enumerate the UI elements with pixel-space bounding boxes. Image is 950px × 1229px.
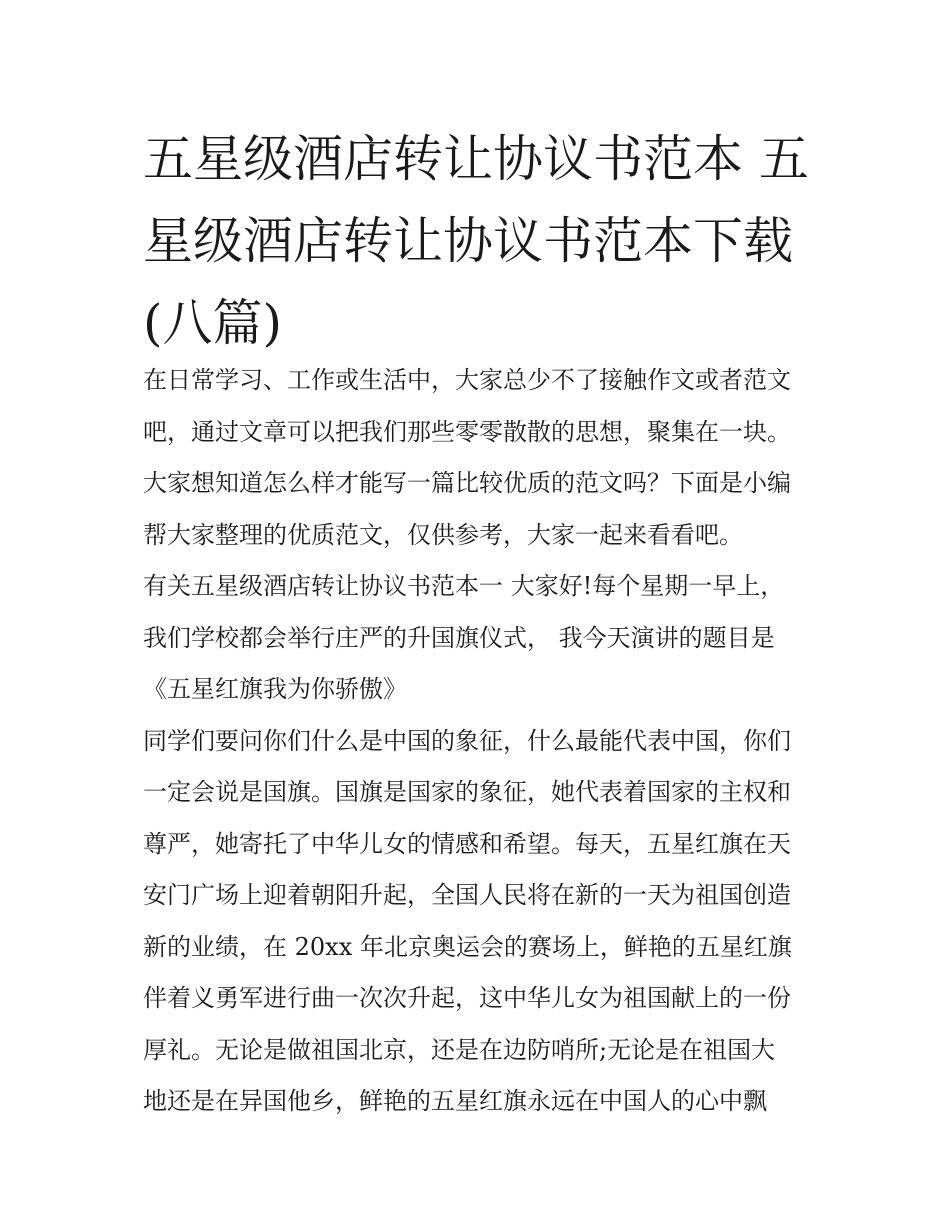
body-line: 《五星红旗我为你骄傲》 [143, 675, 407, 703]
body-line: 我们学校都会举行庄严的升国旗仪式， 我今天演讲的题目是 [143, 623, 775, 652]
title-line: (八篇) [143, 294, 283, 352]
body-line: 安门广场上迎着朝阳升起，全国人民将在新的一天为祖国创造 [143, 881, 791, 909]
document-title [143, 118, 823, 364]
body-line: 同学们要问你们什么是中国的象征，什么最能代表中国，你们 [143, 726, 791, 755]
body-line: 有关五星级酒店转让协议书范本一 大家好!每个星期一早上， [143, 572, 785, 600]
body-line: 在日常学习、工作或生活中，大家总少不了接触作文或者范文 [143, 366, 791, 394]
body-line: 大家想知道怎么样才能写一篇比较优质的范文吗？下面是小编 [143, 469, 791, 497]
body-line: 伴着义勇军进行曲一次次升起，这中华儿女为祖国献上的一份 [143, 984, 791, 1012]
body-line: 地还是在异国他乡，鲜艳的五星红旗永远在中国人的心中飘 [143, 1087, 767, 1115]
body-line: 厚礼。无论是做祖国北京，还是在边防哨所;无论是在祖国大 [143, 1035, 776, 1064]
body-line: 新的业绩，在 20xx 年北京奥运会的赛场上，鲜艳的五星红旗 [143, 932, 792, 961]
body-line: 吧，通过文章可以把我们那些零零散散的思想，聚集在一块。 [143, 417, 791, 446]
body-line: 一定会说是国旗。国旗是国家的象征，她代表着国家的主权和 [143, 778, 791, 806]
document-body [143, 355, 823, 1128]
title-line: 星级酒店转让协议书范本下载 [143, 212, 793, 270]
body-line: 帮大家整理的优质范文，仅供参考，大家一起来看看吧。 [143, 520, 743, 549]
title-line: 五星级酒店转让协议书范本 五 [143, 130, 809, 188]
body-line: 尊严，她寄托了中华儿女的情感和希望。每天，五星红旗在天 [143, 829, 791, 858]
